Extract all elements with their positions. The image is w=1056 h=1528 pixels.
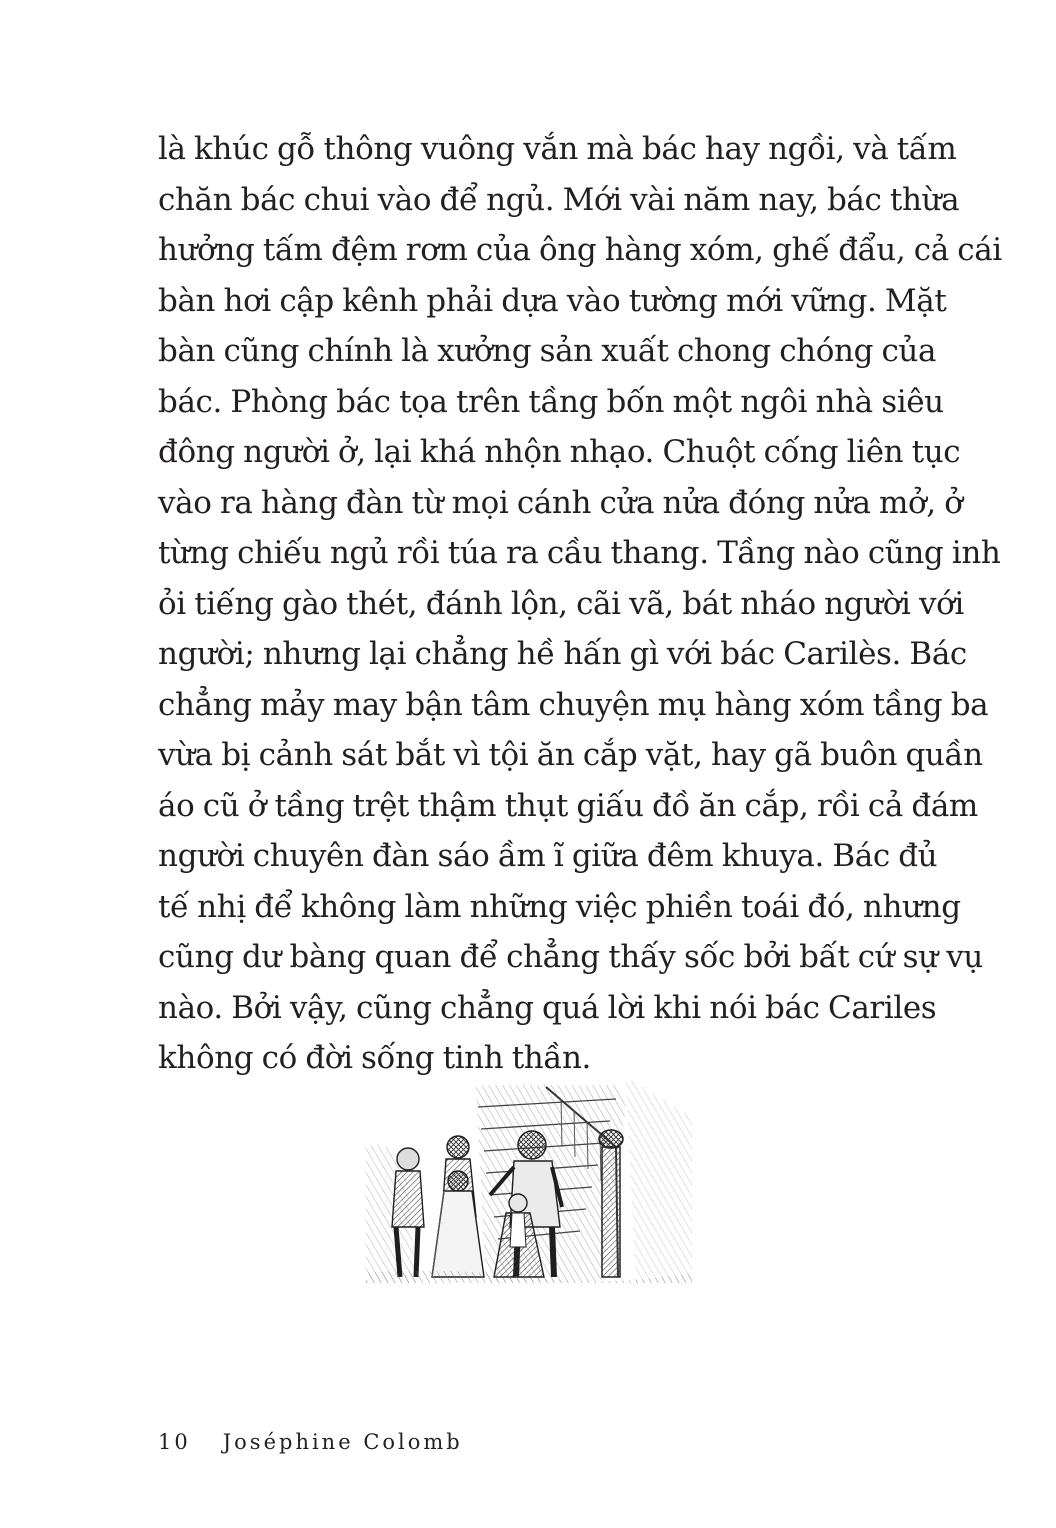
- text-line-last: không có đời sống tinh thần.: [158, 1040, 591, 1076]
- text-line: người chuyên đàn sáo ầm ĩ giữa đêm khuya. Bác đủ: [158, 838, 938, 874]
- text-line: hưởng tấm đệm rơm của ông hàng xóm, ghế đẩu, cả cái: [158, 232, 1002, 268]
- text-line: ỏi tiếng gào thét, đánh lộn, cãi vã, bát nháo người với: [158, 585, 964, 622]
- text-line: vào ra hàng đàn từ mọi cánh cửa nửa đóng nửa mở, ở: [158, 484, 963, 521]
- text-line: áo cũ ở tầng trệt thậm thụt giấu đồ ăn cắp, rồi cả đám: [158, 787, 978, 824]
- text-line: nào. Bởi vậy, cũng chẳng quá lời khi nói bác Cariles: [158, 989, 937, 1026]
- children-figures: [392, 1131, 562, 1277]
- engraving-illustration: [366, 1077, 692, 1283]
- text-line: chẳng mảy may bận tâm chuyện mụ hàng xóm tầng ba: [158, 686, 989, 723]
- text-line: chăn bác chui vào để ngủ. Mới vài năm nay, bác thừa: [158, 181, 960, 218]
- text-line: bàn hơi cập kênh phải dựa vào tường mới vững. Mặt: [158, 282, 947, 319]
- text-line: đông người ở, lại khá nhộn nhạo. Chuột cống liên tục: [158, 434, 961, 470]
- text-line: vừa bị cảnh sát bắt vì tội ăn cắp vặt, hay gã buôn quần: [158, 737, 983, 773]
- running-author: Joséphine Colomb: [222, 1430, 463, 1454]
- page-number: 10: [158, 1430, 191, 1454]
- text-line: từng chiếu ngủ rồi túa ra cầu thang. Tầng nào cũng inh: [158, 535, 1001, 571]
- body-text: [158, 124, 1002, 1084]
- text-line: bác. Phòng bác tọa trên tầng bốn một ngôi nhà siêu: [158, 383, 944, 420]
- text-line: cũng dư bàng quan để chẳng thấy sốc bởi bất cứ sự vụ: [158, 939, 983, 975]
- text-line: người; nhưng lại chẳng hề hấn gì với bác Carilès. Bác: [158, 636, 967, 672]
- text-line: là khúc gỗ thông vuông vắn mà bác hay ngồi, và tấm: [158, 131, 957, 167]
- text-line: bàn cũng chính là xưởng sản xuất chong chóng của: [158, 333, 937, 369]
- page-footer: [158, 1430, 463, 1454]
- text-line: tế nhị để không làm những việc phiền toái đó, nhưng: [158, 888, 961, 925]
